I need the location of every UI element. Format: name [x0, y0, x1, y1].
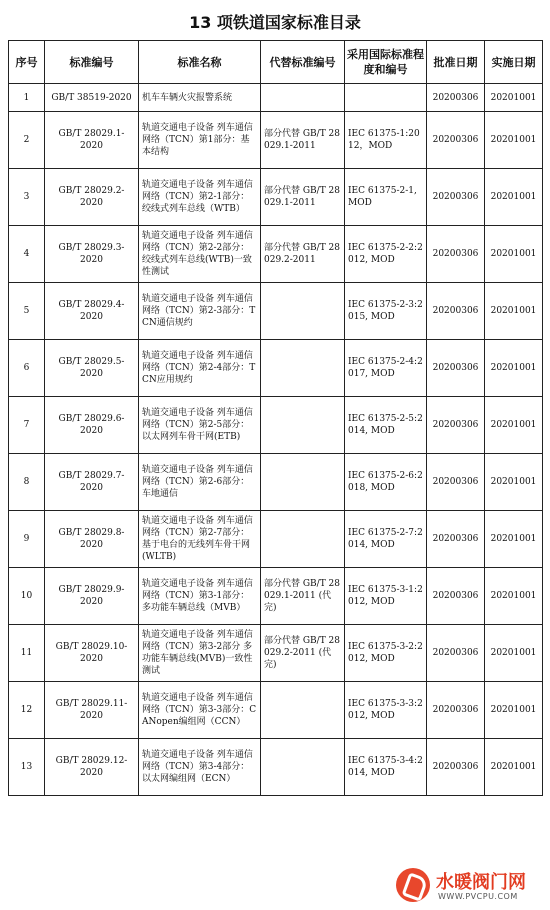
row-number-cell: 2	[9, 112, 45, 169]
replaces-cell: 部分代替 GB/T 28029.1-2011	[261, 169, 345, 226]
header-cell-name: 标准名称	[139, 41, 261, 84]
row-number-cell: 6	[9, 340, 45, 397]
standard-code-cell: GB/T 28029.3-2020	[45, 226, 139, 283]
header-row	[9, 41, 543, 84]
effective-date-cell: 20201001	[485, 739, 543, 796]
standard-code-cell: GB/T 28029.2-2020	[45, 169, 139, 226]
row-number-cell: 13	[9, 739, 45, 796]
replaces-cell	[261, 511, 345, 568]
approve-date-cell: 20200306	[427, 511, 485, 568]
effective-date-cell: 20201001	[485, 112, 543, 169]
standard-name-cell: 轨道交通电子设备 列车通信网络（TCN）第1部分：基本结构	[139, 112, 261, 169]
standard-code-cell: GB/T 28029.7-2020	[45, 454, 139, 511]
effective-date-cell: 20201001	[485, 682, 543, 739]
watermark-logo	[396, 866, 546, 908]
table-row	[9, 84, 543, 112]
intl-standard-cell: IEC 61375-2-2:2012, MOD	[345, 226, 427, 283]
table-row	[9, 682, 543, 739]
effective-date-cell: 20201001	[485, 226, 543, 283]
row-number-cell: 4	[9, 226, 45, 283]
row-number-cell: 5	[9, 283, 45, 340]
replaces-cell	[261, 283, 345, 340]
effective-date-cell: 20201001	[485, 84, 543, 112]
intl-standard-cell: IEC 61375-1:2012，MOD	[345, 112, 427, 169]
effective-date-cell: 20201001	[485, 283, 543, 340]
approve-date-cell: 20200306	[427, 169, 485, 226]
intl-standard-cell: IEC 61375-2-1, MOD	[345, 169, 427, 226]
header-cell-code: 标准编号	[45, 41, 139, 84]
header-cell-intl: 采用国际标准程度和编号	[345, 41, 427, 84]
table-row	[9, 226, 543, 283]
standard-name-cell: 机车车辆火灾报警系统	[139, 84, 261, 112]
effective-date-cell: 20201001	[485, 169, 543, 226]
approve-date-cell: 20200306	[427, 340, 485, 397]
watermark-url: WWW.PVCPU.COM	[438, 892, 518, 901]
table-row	[9, 625, 543, 682]
intl-standard-cell: IEC 61375-3-4:2014, MOD	[345, 739, 427, 796]
standard-name-cell: 轨道交通电子设备 列车通信网络（TCN）第2-5部分：以太网列车骨干网(ETB)	[139, 397, 261, 454]
replaces-cell	[261, 340, 345, 397]
approve-date-cell: 20200306	[427, 739, 485, 796]
intl-standard-cell: IEC 61375-2-4:2017, MOD	[345, 340, 427, 397]
table-row	[9, 454, 543, 511]
replaces-cell: 部分代替 GB/T 28029.2-2011	[261, 226, 345, 283]
standard-code-cell: GB/T 28029.1-2020	[45, 112, 139, 169]
header-cell-no: 序号	[9, 41, 45, 84]
intl-standard-cell: IEC 61375-3-2:2012, MOD	[345, 625, 427, 682]
standard-name-cell: 轨道交通电子设备 列车通信网络（TCN）第3-3部分：CANopen编组网（CCN）	[139, 682, 261, 739]
table-row	[9, 739, 543, 796]
standard-name-cell: 轨道交通电子设备 列车通信网络（TCN）第2-1部分：绞线式列车总线（WTB）	[139, 169, 261, 226]
standard-name-cell: 轨道交通电子设备 列车通信网络（TCN）第2-3部分：TCN通信规约	[139, 283, 261, 340]
approve-date-cell: 20200306	[427, 454, 485, 511]
standard-code-cell: GB/T 28029.12-2020	[45, 739, 139, 796]
standard-name-cell: 轨道交通电子设备 列车通信网络（TCN）第3-4部分：以太网编组网（ECN）	[139, 739, 261, 796]
document-title: 13 项铁道国家标准目录	[189, 13, 361, 32]
intl-standard-cell: IEC 61375-2-6:2018, MOD	[345, 454, 427, 511]
valve-logo-icon	[396, 868, 430, 902]
replaces-cell	[261, 397, 345, 454]
row-number-cell: 9	[9, 511, 45, 568]
intl-standard-cell: IEC 61375-2-3:2015, MOD	[345, 283, 427, 340]
replaces-cell: 部分代替 GB/T 28029.2-2011 (代完)	[261, 625, 345, 682]
header-cell-effective-date: 实施日期	[485, 41, 543, 84]
standard-code-cell: GB/T 28029.10-2020	[45, 625, 139, 682]
standard-name-cell: 轨道交通电子设备 列车通信网络（TCN）第2-4部分：TCN应用规约	[139, 340, 261, 397]
standard-name-cell: 轨道交通电子设备 列车通信网络（TCN）第3-2部分 多功能车辆总线(MVB)一致性测试	[139, 625, 261, 682]
approve-date-cell: 20200306	[427, 682, 485, 739]
replaces-cell	[261, 739, 345, 796]
header-cell-replaces: 代替标准编号	[261, 41, 345, 84]
watermark-text: 水暖阀门网	[436, 872, 526, 893]
standard-name-cell: 轨道交通电子设备 列车通信网络（TCN）第2-6部分：车地通信	[139, 454, 261, 511]
table-row	[9, 511, 543, 568]
approve-date-cell: 20200306	[427, 625, 485, 682]
standard-name-cell: 轨道交通电子设备 列车通信网络（TCN）第2-7部分：基于电台的无线列车骨干网(WLTB)	[139, 511, 261, 568]
approve-date-cell: 20200306	[427, 568, 485, 625]
row-number-cell: 10	[9, 568, 45, 625]
table-row	[9, 568, 543, 625]
row-number-cell: 1	[9, 84, 45, 112]
table-row	[9, 340, 543, 397]
standard-code-cell: GB/T 28029.6-2020	[45, 397, 139, 454]
intl-standard-cell: IEC 61375-2-5:2014, MOD	[345, 397, 427, 454]
approve-date-cell: 20200306	[427, 112, 485, 169]
standard-code-cell: GB/T 38519-2020	[45, 84, 139, 112]
standard-code-cell: GB/T 28029.9-2020	[45, 568, 139, 625]
header-cell-approve-date: 批准日期	[427, 41, 485, 84]
intl-standard-cell: IEC 61375-3-1:2012, MOD	[345, 568, 427, 625]
row-number-cell: 11	[9, 625, 45, 682]
table-row	[9, 397, 543, 454]
intl-standard-cell: IEC 61375-2-7:2014, MOD	[345, 511, 427, 568]
table-row	[9, 169, 543, 226]
effective-date-cell: 20201001	[485, 397, 543, 454]
row-number-cell: 7	[9, 397, 45, 454]
effective-date-cell: 20201001	[485, 454, 543, 511]
approve-date-cell: 20200306	[427, 397, 485, 454]
table-row	[9, 112, 543, 169]
row-number-cell: 8	[9, 454, 45, 511]
approve-date-cell: 20200306	[427, 283, 485, 340]
standards-table	[8, 40, 543, 796]
row-number-cell: 3	[9, 169, 45, 226]
replaces-cell	[261, 682, 345, 739]
standard-name-cell: 轨道交通电子设备 列车通信网络（TCN）第2-2部分：绞线式列车总线(WTB)一致性测试	[139, 226, 261, 283]
effective-date-cell: 20201001	[485, 625, 543, 682]
replaces-cell	[261, 84, 345, 112]
effective-date-cell: 20201001	[485, 340, 543, 397]
standard-code-cell: GB/T 28029.8-2020	[45, 511, 139, 568]
replaces-cell	[261, 454, 345, 511]
standard-code-cell: GB/T 28029.5-2020	[45, 340, 139, 397]
approve-date-cell: 20200306	[427, 226, 485, 283]
approve-date-cell: 20200306	[427, 84, 485, 112]
standard-code-cell: GB/T 28029.11-2020	[45, 682, 139, 739]
standard-name-cell: 轨道交通电子设备 列车通信网络（TCN）第3-1部分：多功能车辆总线（MVB）	[139, 568, 261, 625]
row-number-cell: 12	[9, 682, 45, 739]
replaces-cell: 部分代替 GB/T 28029.1-2011 (代完)	[261, 568, 345, 625]
effective-date-cell: 20201001	[485, 511, 543, 568]
standard-code-cell: GB/T 28029.4-2020	[45, 283, 139, 340]
intl-standard-cell	[345, 84, 427, 112]
replaces-cell: 部分代替 GB/T 28029.1-2011	[261, 112, 345, 169]
intl-standard-cell: IEC 61375-3-3:2012, MOD	[345, 682, 427, 739]
table-row	[9, 283, 543, 340]
effective-date-cell: 20201001	[485, 568, 543, 625]
